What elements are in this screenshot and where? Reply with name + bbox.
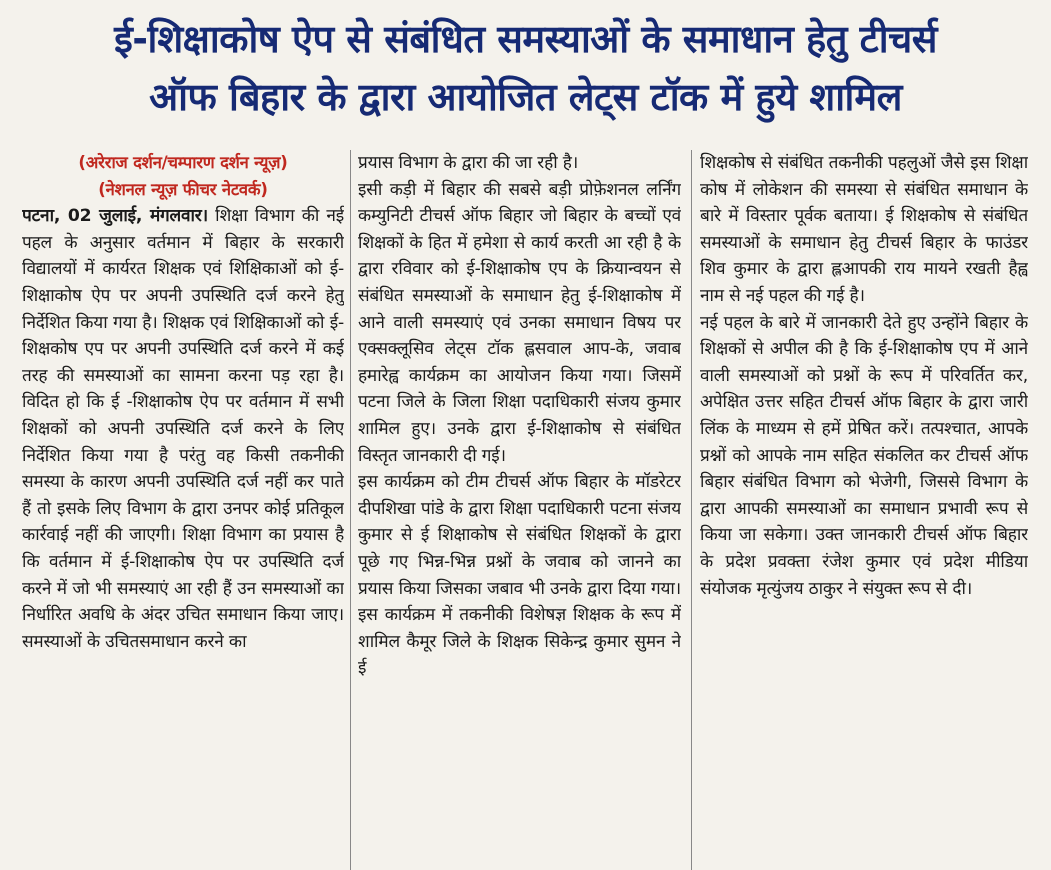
paragraph: नई पहल के बारे में जानकारी देते हुए उन्होंने बिहार के शिक्षकों से अपील की है कि ई-शिक्षाकोष एप में आने वाली समस्याओं को प्रश्नों के रूप में परिवर्तित कर, अपेक्षित उत्तर सहित टीचर्स ऑफ बिहार के द्वारा जारी लिंक के माध्यम से हमें प्रेषित करें। तत्पश्चात, आपके प्रश्नों को आपके नाम सहित संकलित कर टीचर्स ऑफ बिहार संबंधित विभाग को भेजेगी, जिससे विभाग के द्वारा आपकी समस्याओं का समाधान प्रभावी रूप से किया जा सकेगा। उक्त जानकारी टीचर्स ऑफ बिहार के प्रदेश प्रवक्ता रंजेश कुमार एवं प्रदेश मीडिया संयोजक मृत्युंजय ठाकुर ने संयुक्त रूप से दी। (700, 312, 1028, 599)
article-column-3 (700, 150, 1028, 870)
paragraph: इस कार्यक्रम को टीम टीचर्स ऑफ बिहार के मॉडरेटर दीपशिखा पांडे के द्वारा शिक्षा पदाधिकारी पटना संजय कुमार से ई शिक्षाकोष से संबंधित शिक्षकों के द्वारा पूछे गए भिन्न-भिन्न प्रश्नों के जवाब को जानने का प्रयास किया जिसका जबाव भी उनके द्वारा दिया गया। इस कार्यक्रम में तकनीकी विशेषज्ञ शिक्षक के रूप में शामिल कैमूर जिले के शिक्षक सिकेन्द्र कुमार सुमन ने ई (358, 472, 681, 679)
paragraph-text: शिक्षा विभाग की नई पहल के अनुसार वर्तमान में बिहार के सरकारी विद्यालयों में कार्यरत शिक्षक एवं शिक्षिकाओं को ई-शिक्षाकोष ऐप पर अपनी उपस्थिति दर्ज करने हेतु निर्देशित किया गया है। शिक्षक एवं शिक्षिकाओं को ई-शिक्षकोष एप पर अपनी उपस्थिति दर्ज करने में कई तरह की समस्याओं का सामना करना पड़ रहा है। विदित हो कि ई -शिक्षाकोष ऐप पर वर्तमान में सभी शिक्षकों को अपनी उपस्थिति दर्ज करने के लिए निर्देशित किया गया है परंतु वह किसी तकनीकी समस्या के कारण अपनी उपस्थिति दर्ज नहीं कर पाते हैं तो इसके लिए विभाग के द्वारा उनपर कोई प्रतिकूल कार्रवाई नहीं की जाएगी। शिक्षा विभाग का प्रयास है कि वर्तमान में ई-शिक्षाकोष ऐप पर उपस्थिति दर्ज करने में जो भी समस्याएं आ रही हैं उन समस्याओं का निर्धारित अवधि के अंदर उचित समाधान किया जाए। समस्याओं के उचितसमाधान करने का (22, 206, 344, 652)
paragraph (22, 203, 344, 655)
dateline: पटना, 02 जुलाई, मंगलवार। (22, 206, 208, 227)
headline (0, 0, 1051, 140)
article-column-2 (358, 150, 681, 870)
column-divider (350, 150, 351, 870)
article-column-1 (22, 150, 344, 870)
headline-line-1: ई-शिक्षाकोष ऐप से संबंधित समस्याओं के समाधान हेतु टीचर्स (114, 17, 937, 61)
paragraph: प्रयास विभाग के द्वारा की जा रही है। (358, 153, 579, 173)
source-credit-1: (अरेराज दर्शन/चम्पारण दर्शन न्यूज़) (78, 153, 288, 172)
paragraph: शिक्षकोष से संबंधित तकनीकी पहलुओं जैसे इस शिक्षा कोष में लोकेशन की समस्या से संबंधित समाधान के बारे में विस्तार पूर्वक बताया। ई शिक्षकोष से संबंधित समस्याओं के समाधान हेतु टीचर्स बिहार के फाउंडर शिव कुमार के द्वारा ह्लआपकी राय मायने रखती हैह्व नाम से नई पहल की गई है। (700, 153, 1028, 306)
paragraph: इसी कड़ी में बिहार की सबसे बड़ी प्रोफ़ेशनल लर्निंग कम्युनिटी टीचर्स ऑफ बिहार जो बिहार के बच्चों एवं शिक्षकों के हित में हमेशा से कार्य करती आ रही है के द्वारा रविवार को ई-शिक्षाकोष एप के क्रियान्वयन से संबंधित समस्याओं के समाधान हेतु ई-शिक्षाकोष में आने वाली समस्याएं एवं उनका समाधान विषय पर एक्सक्लूसिव लेट्स टॉक ह्लसवाल आप-के, जवाब हमारेह्व कार्यक्रम का आयोजन किया गया। जिसमें पटना जिले के जिला शिक्षा पदाधिकारी संजय कुमार शामिल हुए। उनके द्वारा ई-शिक्षाकोष से संबंधित विस्तृत जानकारी दी गई। (358, 179, 681, 466)
headline-line-2: ऑफ बिहार के द्वारा आयोजित लेट्स टॉक में हुये शामिल (149, 75, 902, 119)
source-credit-2: (नेशनल न्यूज़ फीचर नेटवर्क) (98, 179, 268, 199)
column-divider (691, 150, 692, 870)
